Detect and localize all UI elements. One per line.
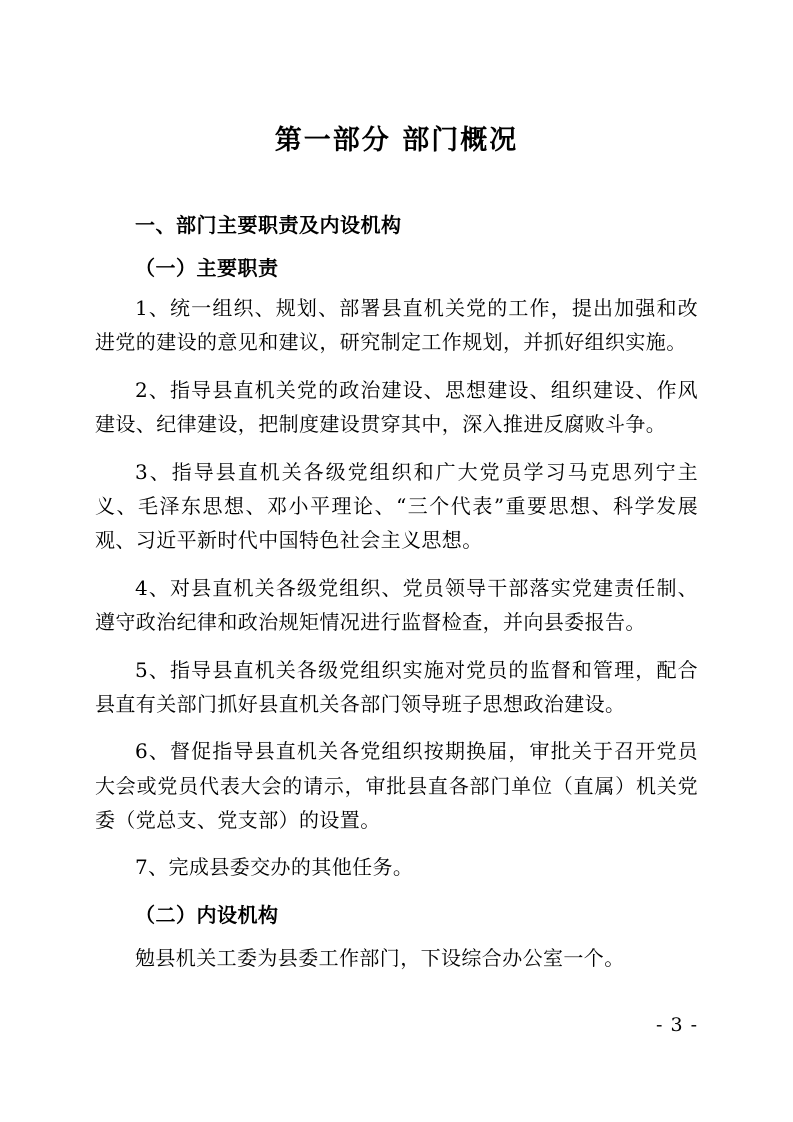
paragraph-2: 2、指导县直机关党的政治建设、思想建设、组织建设、作风建设、纪律建设，把制度建设贯穿其中，深入推进反腐败斗争。 <box>95 377 698 437</box>
paragraph-6: 6、督促指导县直机关各党组织按期换届，审批关于召开党员大会或党员代表大会的请示，审批县直各部门单位（直属）机关党委（党总支、党支部）的设置。 <box>95 739 698 833</box>
section-heading: 一、部门主要职责及内设机构 <box>135 213 402 237</box>
page-number: - 3 - <box>655 1014 698 1036</box>
paragraph-1: 1、统一组织、规划、部署县直机关党的工作，提出加强和改进党的建设的意见和建议，研究制定工作规划，并抓好组织实施。 <box>95 296 698 355</box>
paragraph-4: 4、对县直机关各级党组织、党员领导干部落实党建责任制、遵守政治纪律和政治规矩情况进行监督检查，并向县委报告。 <box>95 575 698 635</box>
paragraph-closing: 勉县机关工委为县委工作部门，下设综合办公室一个。 <box>135 945 625 970</box>
paragraph-5: 5、指导县直机关各级党组织实施对党员的监督和管理，配合县直有关部门抓好县直机关各部门领导班子思想政治建设。 <box>95 657 698 716</box>
paragraph-7: 7、完成县委交办的其他任务。 <box>135 855 414 880</box>
subsection-heading-internal-structure: （二）内设机构 <box>135 902 279 927</box>
subsection-heading-main-duties: （一）主要职责 <box>135 256 279 280</box>
paragraph-3: 3、指导县直机关各级党组织和广大党员学习马克思列宁主义、毛泽东思想、邓小平理论、“三个代表”重要思想、科学发展观、习近平新时代中国特色社会主义思想。 <box>95 459 698 553</box>
page-title: 第一部分 部门概况 <box>274 125 519 156</box>
